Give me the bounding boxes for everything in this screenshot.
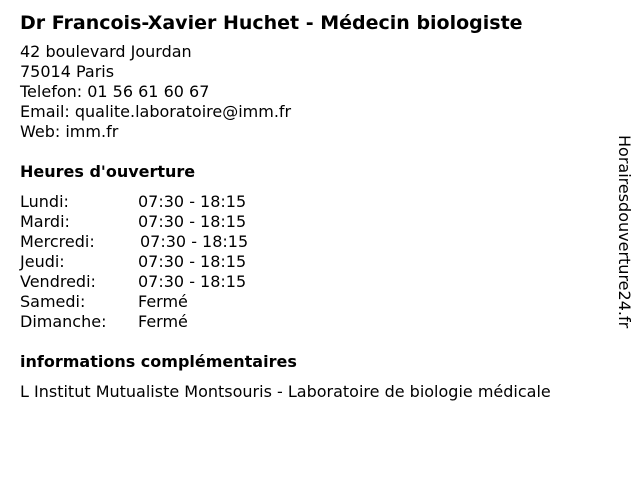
opening-hours-heading: Heures d'ouverture bbox=[20, 162, 196, 181]
web-line: Web: imm.fr bbox=[20, 122, 119, 141]
hours-time: 07:30 - 18:15 bbox=[140, 232, 249, 251]
address-block bbox=[20, 42, 610, 142]
site-watermark: Horairesdouverture24.fr bbox=[615, 135, 634, 329]
hours-day: Samedi: bbox=[20, 292, 86, 311]
email-line: Email: qualite.laboratoire@imm.fr bbox=[20, 102, 292, 121]
hours-time: 07:30 - 18:15 bbox=[138, 192, 247, 211]
hours-time: 07:30 - 18:15 bbox=[138, 252, 247, 271]
page-title: Dr Francois-Xavier Huchet - Médecin biologiste bbox=[20, 12, 523, 34]
hours-day: Lundi: bbox=[20, 192, 69, 211]
additional-info-heading: informations complémentaires bbox=[20, 352, 297, 371]
hours-time: Fermé bbox=[138, 292, 188, 311]
hours-time: 07:30 - 18:15 bbox=[138, 272, 247, 291]
hours-row-monday bbox=[20, 192, 610, 212]
hours-time: 07:30 - 18:15 bbox=[138, 212, 247, 231]
address-city: 75014 Paris bbox=[20, 62, 115, 81]
hours-day: Jeudi: bbox=[20, 252, 65, 271]
hours-row-tuesday bbox=[20, 212, 610, 232]
hours-row-thursday bbox=[20, 252, 610, 272]
phone-line: Telefon: 01 56 61 60 67 bbox=[20, 82, 210, 101]
hours-row-friday bbox=[20, 272, 610, 292]
opening-hours-table bbox=[20, 192, 610, 332]
hours-time: Fermé bbox=[138, 312, 188, 331]
hours-day: Mercredi: bbox=[20, 232, 95, 251]
hours-day: Mardi: bbox=[20, 212, 70, 231]
hours-row-sunday bbox=[20, 312, 610, 332]
address-street: 42 boulevard Jourdan bbox=[20, 42, 192, 61]
hours-row-wednesday bbox=[20, 232, 610, 252]
hours-row-saturday bbox=[20, 292, 610, 312]
additional-info-text: L Institut Mutualiste Montsouris - Laboratoire de biologie médicale bbox=[20, 382, 551, 401]
hours-day: Dimanche: bbox=[20, 312, 107, 331]
hours-day: Vendredi: bbox=[20, 272, 96, 291]
business-card bbox=[20, 10, 610, 402]
